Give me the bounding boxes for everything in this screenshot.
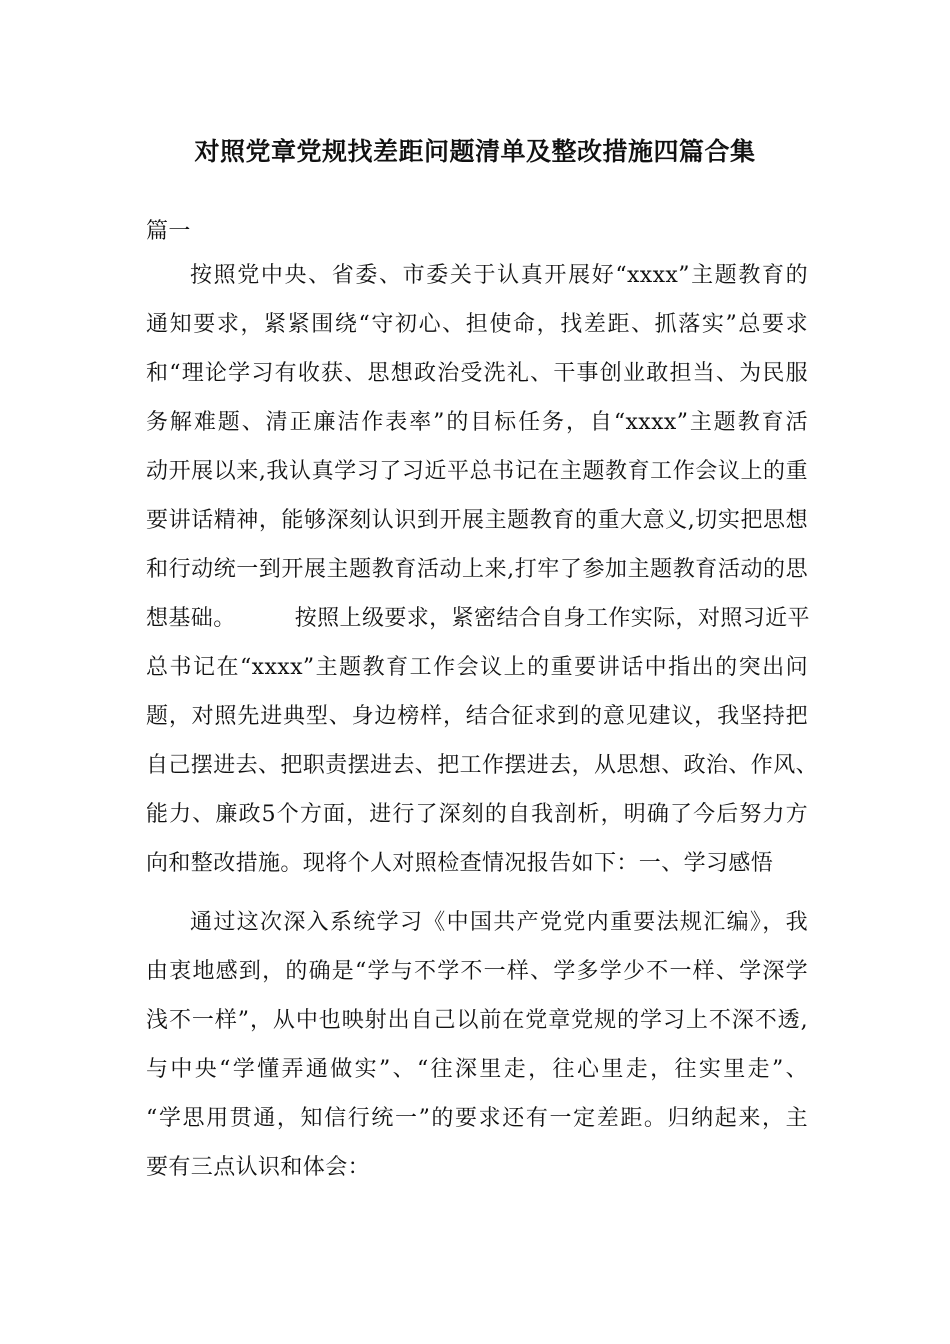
paragraph-line: 要讲话精神，能够深刻认识到开展主题教育的重大意义,切实把思想: [146, 508, 808, 533]
paragraph-line: 通过这次深入系统学习《中国共产党党内重要法规汇编》，我: [190, 910, 808, 935]
paragraph-line: 动开展以来,我认真学习了习近平总书记在主题教育工作会议上的重: [146, 459, 808, 484]
paragraph-line: 要有三点认识和体会：: [146, 1155, 371, 1180]
paragraph-line: 自己摆进去、把职责摆进去、把工作摆进去，从思想、政治、作风、: [146, 753, 819, 778]
paragraph-line: 向和整改措施。现将个人对照检查情况报告如下：一、学习感悟: [146, 851, 774, 876]
paragraph-line: 和“理论学习有收获、思想政治受洗礼、干事创业敢担当、为民服: [146, 361, 808, 386]
paragraph-line: 通知要求，紧紧围绕“守初心、担使命，找差距、抓落实”总要求: [146, 312, 808, 337]
paragraph-1: [146, 251, 819, 888]
paragraph-line: 与中央“学懂弄通做实”、“往深里走，往心里走，往实里走”、: [146, 1057, 808, 1082]
paragraph-line: 总书记在“xxxx”主题教育工作会议上的重要讲话中指出的突出问: [146, 655, 808, 680]
paragraph-line: 能力、廉政5个方面，进行了深刻的自我剖析，明确了今后努力方: [146, 802, 808, 827]
section-heading-block: [146, 207, 808, 256]
paragraph-line: 按照党中央、省委、市委关于认真开展好“xxxx”主题教育的: [190, 263, 808, 288]
paragraph-line: 想基础。 按照上级要求，紧密结合自身工作实际，对照习近平: [146, 606, 810, 631]
document-title: 对照党章党规找差距问题清单及整改措施四篇合集: [194, 137, 756, 166]
paragraph-line: “学思用贯通，知信行统一”的要求还有一定差距。归纳起来，主: [146, 1106, 808, 1131]
paragraph-line: 和行动统一到开展主题教育活动上来,打牢了参加主题教育活动的思: [146, 557, 808, 582]
paragraph-line: 浅不一样”，从中也映射出自己以前在党章党规的学习上不深不透,: [146, 1008, 808, 1033]
paragraph-2: [146, 898, 808, 1192]
paragraph-line: 由衷地感到，的确是“学与不学不一样、学多学少不一样、学深学: [146, 959, 808, 984]
paragraph-line: 务解难题、清正廉洁作表率”的目标任务，自“xxxx”主题教育活: [146, 410, 808, 435]
paragraph-line: 题，对照先进典型、身边榜样，结合征求到的意见建议，我坚持把: [146, 704, 808, 729]
section-heading: 篇一: [146, 219, 191, 244]
